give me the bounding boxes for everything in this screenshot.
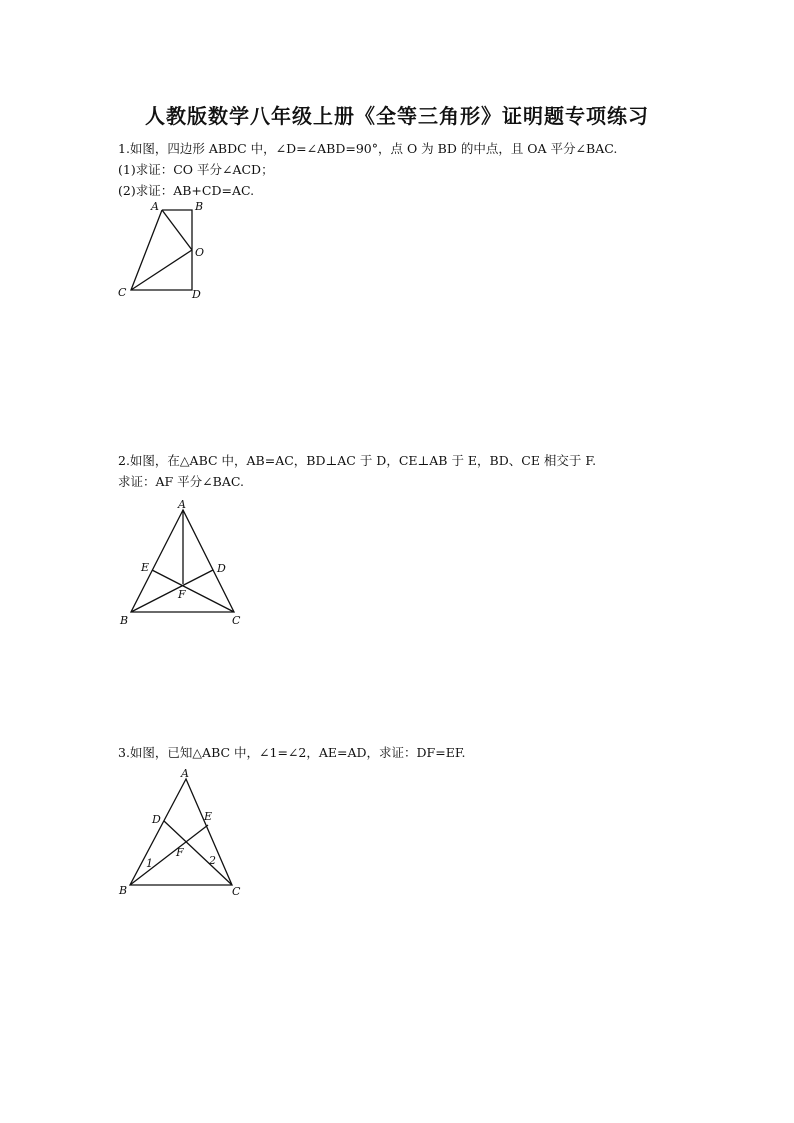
quadrilateral-abdc — [131, 210, 192, 290]
problem-2-statement: 2.如图，在△ABC 中，AB=AC，BD⊥AC 于 D，CE⊥AB 于 E，BD、CE 相交于 F. — [118, 453, 597, 468]
label-d: D — [192, 288, 201, 301]
segment-ao — [162, 210, 192, 250]
problem-2-figure — [110, 494, 260, 634]
label-d: D — [217, 562, 226, 575]
label-c: C — [118, 286, 127, 299]
problem-2-part-1: 求证：AF 平分∠BAC. — [118, 474, 244, 489]
label-angle-2: 2 — [209, 854, 216, 867]
problem-1-part-1: (1)求证：CO 平分∠ACD； — [118, 162, 274, 177]
label-a: A — [151, 200, 159, 213]
problem-3-figure — [110, 765, 260, 900]
label-a: A — [178, 498, 186, 511]
problem-1-figure — [110, 198, 220, 303]
label-angle-1: 1 — [146, 857, 153, 870]
problem-1-statement: 1.如图，四边形 ABDC 中，∠D=∠ABD=90°，点 O 为 BD 的中点，且 OA 平分∠BAC. — [118, 141, 618, 156]
label-c: C — [232, 885, 241, 898]
label-f: F — [176, 846, 184, 859]
label-b: B — [119, 884, 128, 897]
problem-1-part-2: (2)求证：AB+CD=AC. — [118, 183, 255, 198]
page-title: 人教版数学八年级上册《全等三角形》证明题专项练习 — [145, 104, 649, 128]
label-b: B — [120, 614, 129, 627]
problem-3-statement: 3.如图，已知△ABC 中，∠1=∠2，AE=AD，求证：DF=EF. — [118, 745, 466, 760]
segment-co — [131, 250, 192, 290]
segment-be — [130, 825, 208, 885]
label-e: E — [141, 561, 150, 574]
segment-ce — [152, 570, 234, 612]
segment-cd — [164, 821, 232, 885]
label-b: B — [195, 200, 204, 213]
label-a: A — [181, 767, 189, 780]
segment-bd — [131, 570, 213, 612]
label-o: O — [195, 246, 205, 259]
label-f: F — [178, 588, 186, 601]
label-c: C — [232, 614, 241, 627]
label-d: D — [152, 813, 161, 826]
label-e: E — [204, 810, 213, 823]
